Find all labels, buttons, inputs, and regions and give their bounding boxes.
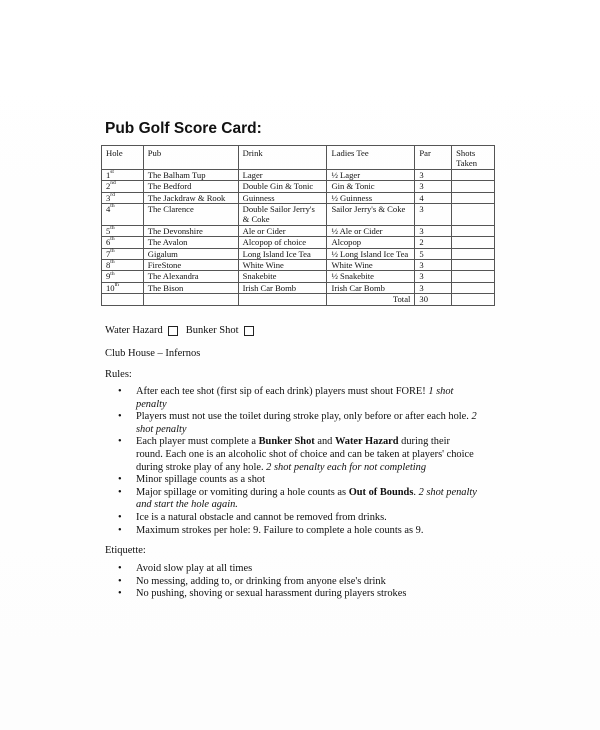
header-drink: Drink — [238, 146, 327, 170]
pub-cell: Gigalum — [143, 248, 238, 259]
table-row — [102, 225, 495, 236]
total-empty-cell — [238, 294, 327, 305]
bullet-icon: • — [118, 486, 122, 498]
pub-cell: The Clarence — [143, 204, 238, 226]
rule-penalty: 2 shot penalty and start the hole again. — [136, 486, 477, 511]
hole-number: 9 — [106, 271, 111, 282]
shots-taken-cell[interactable] — [452, 248, 495, 259]
drink-cell: Double Gin & Tonic — [238, 181, 327, 192]
par-cell: 3 — [415, 181, 452, 192]
shots-taken-cell[interactable] — [452, 237, 495, 248]
hole-suffix: th — [110, 224, 115, 231]
hole-number: 4 — [106, 204, 111, 215]
pub-cell: The Bedford — [143, 181, 238, 192]
hole-cell — [102, 169, 144, 180]
list-item — [118, 588, 478, 601]
table-row — [102, 237, 495, 248]
shots-taken-cell[interactable] — [452, 271, 495, 282]
hole-suffix: st — [110, 168, 114, 175]
hole-number: 10 — [106, 282, 115, 293]
club-house-text: Club House – Infernos — [105, 348, 201, 359]
pub-cell: The Jackdraw & Rook — [143, 192, 238, 203]
bullet-icon: • — [118, 511, 122, 523]
list-item — [118, 487, 478, 512]
ladies-tee-cell: ½ Snakebite — [327, 271, 415, 282]
pub-cell: The Alexandra — [143, 271, 238, 282]
bunker-shot-checkbox[interactable] — [244, 326, 254, 336]
rule-text: . — [413, 486, 419, 498]
ladies-tee-cell: Irish Car Bomb — [327, 282, 415, 293]
bullet-icon: • — [118, 411, 122, 423]
ladies-tee-cell: ½ Lager — [327, 169, 415, 180]
page-title: Pub Golf Score Card: — [105, 120, 262, 137]
drink-cell: Double Sailor Jerry's & Coke — [238, 204, 327, 226]
header-ladies-tee: Ladies Tee — [327, 146, 415, 170]
hole-cell — [102, 260, 144, 271]
rule-penalty: 2 shot penalty each for not completing — [266, 461, 427, 473]
par-cell: 3 — [415, 260, 452, 271]
ladies-tee-cell: Sailor Jerry's & Coke — [327, 204, 415, 226]
etiquette-heading: Etiquette: — [105, 545, 146, 556]
table-total-row — [102, 294, 495, 305]
hole-number: 2 — [106, 181, 111, 192]
hole-cell — [102, 225, 144, 236]
shots-taken-cell[interactable] — [452, 169, 495, 180]
pub-cell: The Balham Tup — [143, 169, 238, 180]
hole-cell — [102, 237, 144, 248]
water-hazard-checkbox[interactable] — [168, 326, 178, 336]
hole-suffix: th — [110, 236, 115, 243]
table-row — [102, 260, 495, 271]
drink-cell: Snakebite — [238, 271, 327, 282]
ladies-tee-cell: ½ Ale or Cider — [327, 225, 415, 236]
rule-text: Major spillage or vomiting during a hole counts as — [136, 486, 349, 498]
drink-cell: Alcopop of choice — [238, 237, 327, 248]
table-row — [102, 282, 495, 293]
drink-cell: White Wine — [238, 260, 327, 271]
rules-heading: Rules: — [105, 369, 132, 380]
bullet-icon: • — [118, 474, 122, 486]
hole-suffix: nd — [110, 180, 116, 187]
water-hazard-label: Water Hazard — [105, 325, 163, 336]
total-shots-cell[interactable] — [452, 294, 495, 305]
drink-cell: Irish Car Bomb — [238, 282, 327, 293]
hole-cell — [102, 248, 144, 259]
hole-suffix: th — [110, 259, 115, 266]
par-cell: 2 — [415, 237, 452, 248]
par-cell: 3 — [415, 225, 452, 236]
rule-text: and — [314, 436, 335, 448]
list-item — [118, 512, 478, 525]
par-cell: 3 — [415, 204, 452, 226]
header-shots-taken: Shots Taken — [452, 146, 495, 170]
rule-text: Maximum strokes per hole: 9. Failure to complete a hole counts as 9. — [136, 524, 424, 536]
header-pub: Pub — [143, 146, 238, 170]
table-row — [102, 169, 495, 180]
hole-suffix: rd — [110, 191, 115, 198]
header-hole: Hole — [102, 146, 144, 170]
hole-suffix: th — [110, 270, 115, 277]
ladies-tee-cell: ½ Guinness — [327, 192, 415, 203]
rules-list — [118, 386, 478, 537]
total-empty-cell — [143, 294, 238, 305]
hole-number: 1 — [106, 169, 111, 180]
etiquette-list — [118, 563, 478, 601]
ladies-tee-cell: White Wine — [327, 260, 415, 271]
bullet-icon: • — [118, 436, 122, 448]
hole-suffix: th — [110, 247, 115, 254]
shots-taken-cell[interactable] — [452, 282, 495, 293]
bullet-icon: • — [118, 524, 122, 536]
rule-text: Minor spillage counts as a shot — [136, 474, 266, 486]
hole-number: 6 — [106, 237, 111, 248]
etiquette-text: No pushing, shoving or sexual harassment during players strokes — [136, 588, 407, 600]
shots-taken-cell[interactable] — [452, 260, 495, 271]
hole-cell — [102, 282, 144, 293]
hole-cell — [102, 181, 144, 192]
par-cell: 3 — [415, 282, 452, 293]
pub-cell: FireStone — [143, 260, 238, 271]
list-item — [118, 563, 478, 576]
rule-text: Each player must complete a — [136, 436, 259, 448]
hole-cell — [102, 204, 144, 226]
drink-cell: Guinness — [238, 192, 327, 203]
bullet-icon: • — [118, 386, 122, 397]
rule-penalty: 1 shot penalty — [136, 386, 454, 410]
drink-cell: Lager — [238, 169, 327, 180]
par-cell: 4 — [415, 192, 452, 203]
table-row — [102, 181, 495, 192]
shots-taken-cell[interactable] — [452, 192, 495, 203]
score-card-table — [101, 145, 495, 306]
rule-text: After each tee shot (first sip of each drink) players must shout FORE! — [136, 386, 429, 397]
table-row — [102, 271, 495, 282]
total-label: Total — [327, 294, 415, 305]
hole-suffix: th — [110, 203, 115, 210]
bullet-icon: • — [118, 563, 122, 574]
hole-number: 5 — [106, 225, 111, 236]
rule-bold: Out of Bounds — [348, 486, 414, 498]
table-row — [102, 248, 495, 259]
pub-cell: The Avalon — [143, 237, 238, 248]
par-cell: 3 — [415, 169, 452, 180]
hole-suffix: th — [114, 282, 119, 289]
table-row — [102, 192, 495, 203]
pub-cell: The Bison — [143, 282, 238, 293]
list-item — [118, 576, 478, 589]
total-empty-cell — [102, 294, 144, 305]
drink-cell: Ale or Cider — [238, 225, 327, 236]
hazard-line — [105, 325, 262, 336]
rule-text: Players must not use the toilet during stroke play, only before or after each hole. — [136, 411, 472, 423]
etiquette-text: Avoid slow play at all times — [136, 563, 253, 574]
shots-taken-cell[interactable] — [452, 204, 495, 226]
list-item — [118, 411, 478, 436]
rule-text: during their round. Each one is an alcoholic shot of choice and can be taken at players' choice during stroke play of any hole. — [136, 436, 474, 473]
rule-penalty: 2 shot penalty — [136, 411, 477, 435]
ladies-tee-cell: Alcopop — [327, 237, 415, 248]
ladies-tee-cell: Gin & Tonic — [327, 181, 415, 192]
list-item — [118, 474, 478, 487]
list-item — [118, 436, 478, 474]
header-par: Par — [415, 146, 452, 170]
par-cell: 3 — [415, 271, 452, 282]
pub-cell: The Devonshire — [143, 225, 238, 236]
bullet-icon: • — [118, 575, 122, 587]
total-par: 30 — [415, 294, 452, 305]
shots-taken-cell[interactable] — [452, 181, 495, 192]
hole-cell — [102, 192, 144, 203]
hole-number: 8 — [106, 260, 111, 271]
table-row — [102, 204, 495, 226]
list-item — [118, 525, 478, 538]
shots-taken-cell[interactable] — [452, 225, 495, 236]
etiquette-text: No messing, adding to, or drinking from anyone else's drink — [136, 575, 386, 587]
table-header-row — [102, 146, 495, 170]
bullet-icon: • — [118, 588, 122, 600]
rule-bold: Bunker Shot — [258, 436, 315, 448]
ladies-tee-cell: ½ Long Island Ice Tea — [327, 248, 415, 259]
par-cell: 5 — [415, 248, 452, 259]
rule-bold: Water Hazard — [334, 436, 399, 448]
hole-number: 7 — [106, 248, 111, 259]
list-item — [118, 386, 478, 411]
hole-number: 3 — [106, 192, 111, 203]
drink-cell: Long Island Ice Tea — [238, 248, 327, 259]
bunker-shot-label: Bunker Shot — [185, 325, 239, 336]
hole-cell — [102, 271, 144, 282]
rule-text: Ice is a natural obstacle and cannot be removed from drinks. — [136, 511, 387, 523]
